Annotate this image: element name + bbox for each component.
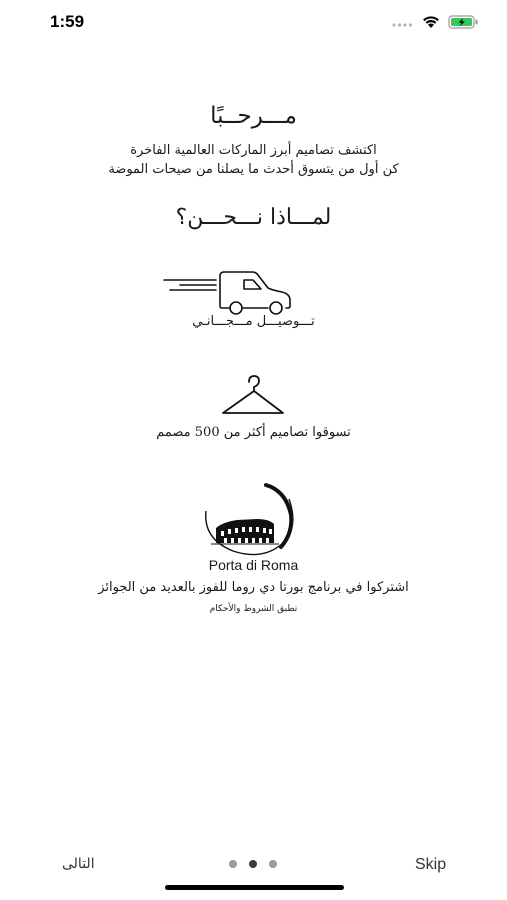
wifi-icon: [421, 14, 441, 29]
page-dot[interactable]: [229, 860, 237, 868]
status-time: 1:59: [50, 12, 85, 31]
feature-designers-label: تسوقوا تصاميم أكثر من 500 مصمم: [156, 425, 351, 440]
page-dot[interactable]: [269, 860, 277, 868]
brand-name: Porta di Roma: [208, 557, 299, 573]
porta-di-roma-logo: [193, 481, 313, 557]
delivery-truck-icon: [162, 268, 294, 316]
home-indicator[interactable]: [165, 885, 344, 890]
next-button[interactable]: التالى: [62, 856, 95, 872]
welcome-title: مـــرحــبًا: [210, 103, 297, 129]
page-dot-active[interactable]: [249, 860, 257, 868]
status-bar: [0, 0, 507, 44]
cellular-signal-icon: [392, 22, 414, 28]
feature-loyalty-label: اشتركوا في برنامج بورتا دي روما للفوز بالعديد من الجوائز: [98, 580, 409, 595]
terms-note: تطبق الشروط والأحكام: [209, 604, 298, 614]
why-us-title: لمـــاذا نـــحـــن؟: [175, 205, 332, 230]
battery-charging-icon: [448, 15, 479, 29]
skip-button[interactable]: Skip: [415, 856, 447, 873]
intro-text-line1: اكتشف تصاميم أبرز الماركات العالمية الفاخرة: [130, 143, 377, 158]
clothes-hanger-icon: [219, 373, 287, 417]
intro-text-line2: كن أول من يتسوق أحدث ما يصلنا من صيحات الموضة: [108, 162, 399, 177]
feature-free-delivery-label: تـــوصيـــل مـــجـــانـي: [192, 314, 315, 329]
